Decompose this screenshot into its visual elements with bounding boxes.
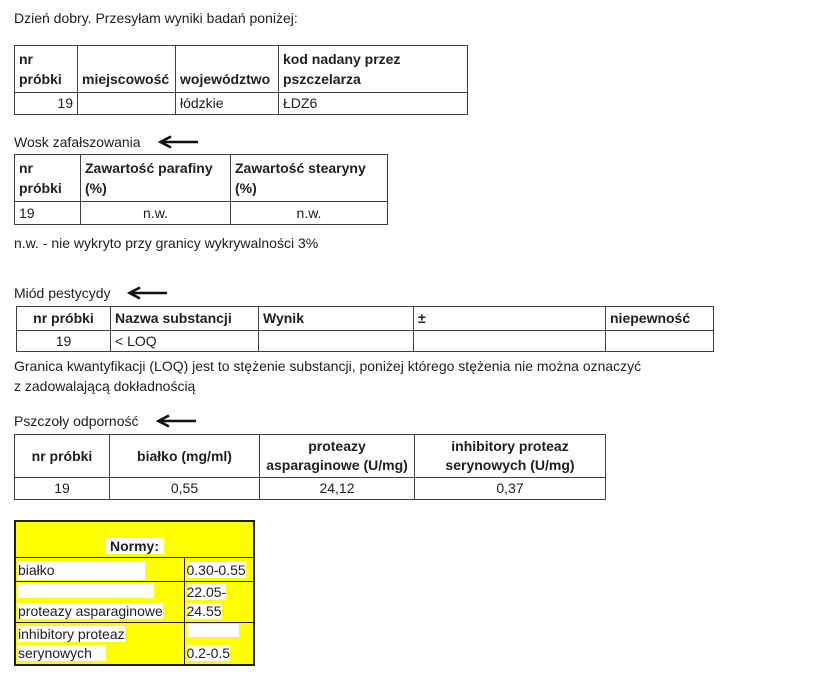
cell-result [259,331,414,352]
table-row [15,581,254,622]
column-header: Zawartość stearyny (%) [231,155,388,202]
table-row [15,557,254,581]
column-header: nr próbki [15,46,78,93]
norm-label-protein: białko [18,561,145,580]
pesticides-section-heading [14,284,802,302]
column-header: nr próbki [15,155,81,202]
cell-paraffin: n.w. [81,202,231,225]
column-header: miejscowość [78,46,176,93]
column-header: nr próbki [17,307,111,331]
table-row [15,622,254,665]
cell-norm-value [184,557,254,581]
table-row [15,202,388,225]
table-header-row [15,435,606,478]
table-header-row [17,307,714,331]
loq-note-line: Granica kwantyfikacji (LOQ) jest to stężenie substancji, poniżej którego stężenia nie można oznaczyć [14,358,642,374]
cell-serine-protease-inhibitors: 0,37 [415,478,606,500]
table-row [15,93,468,115]
cell-aspartic-proteases: 24,12 [260,478,415,500]
norms-title-cell [15,521,254,557]
greeting-text: Dzień dobry. Przesyłam wyniki badań poniżej: [14,10,298,26]
wax-section-title: Wosk zafałszowania [14,134,141,150]
norms-title: Normy: [105,538,164,554]
detection-limit-note: n.w. - nie wykryto przy granicy wykrywalności 3% [14,235,319,251]
column-header: inhibitory proteaz serynowych (U/mg) [415,435,606,478]
cell-stearin: n.w. [231,202,388,225]
table-header-row [15,46,468,93]
norm-label-aspartic-proteases: proteazy asparaginowe [18,602,163,619]
cell-sample-number: 19 [15,202,81,225]
loq-definition-note [14,356,802,396]
column-header: kod nadany przez pszczelarza [279,46,468,93]
left-arrow-icon [123,285,169,301]
left-arrow-icon [152,413,198,429]
table-header-row [15,155,388,202]
norms-title-row [15,521,254,557]
left-arrow-icon [154,134,200,150]
cell-norm-label [15,557,184,581]
cell-sample-number: 19 [17,331,111,352]
cell-norm-value [184,581,254,622]
wax-table [14,154,388,225]
column-header: województwo [176,46,279,93]
immunity-section-heading [14,412,802,430]
cell-voivodeship: łódzkie [176,93,279,115]
cell-norm-label [15,622,184,665]
column-header: niepewność [606,307,714,331]
norms-table [14,520,255,666]
cell-norm-value [184,622,254,665]
cell-sample-number: 19 [15,478,110,500]
norm-value-aspartic-proteases: 22.05-24.55 [186,583,227,619]
cell-protein: 0,55 [110,478,260,500]
column-header: nr próbki [15,435,110,478]
sample-info-table [14,45,468,115]
column-header: proteazy asparaginowe (U/mg) [260,435,415,478]
norm-label-serine-inhibitors: inhibitory proteaz serynowych [18,625,125,661]
highlight-strip [187,624,239,637]
column-header: białko (mg/ml) [110,435,260,478]
column-header: Zawartość parafiny (%) [81,155,231,202]
norm-value-serine-inhibitors: 0.2-0.5 [186,644,231,661]
pesticides-table [16,306,714,352]
loq-note-line: z zadowalającą dokładnością [14,378,196,394]
pesticides-section-title: Miód pestycydy [14,285,111,301]
cell-sample-number: 19 [15,93,78,115]
norm-value-protein: 0.30-0.55 [186,561,246,578]
immunity-table [14,434,606,500]
cell-beekeeper-code: ŁDZ6 [279,93,468,115]
column-header: Nazwa substancji [111,307,259,331]
cell-substance: < LOQ [111,331,259,352]
column-header: ± [414,307,606,331]
cell-uncertainty [606,331,714,352]
cell-locality [78,93,176,115]
table-row [15,478,606,500]
immunity-section-title: Pszczoły odporność [14,413,139,429]
column-header: Wynik [259,307,414,331]
wax-section-heading [14,133,802,151]
highlight-strip [18,583,154,598]
cell-plusminus [414,331,606,352]
table-row [17,331,714,352]
cell-norm-label [15,581,184,622]
